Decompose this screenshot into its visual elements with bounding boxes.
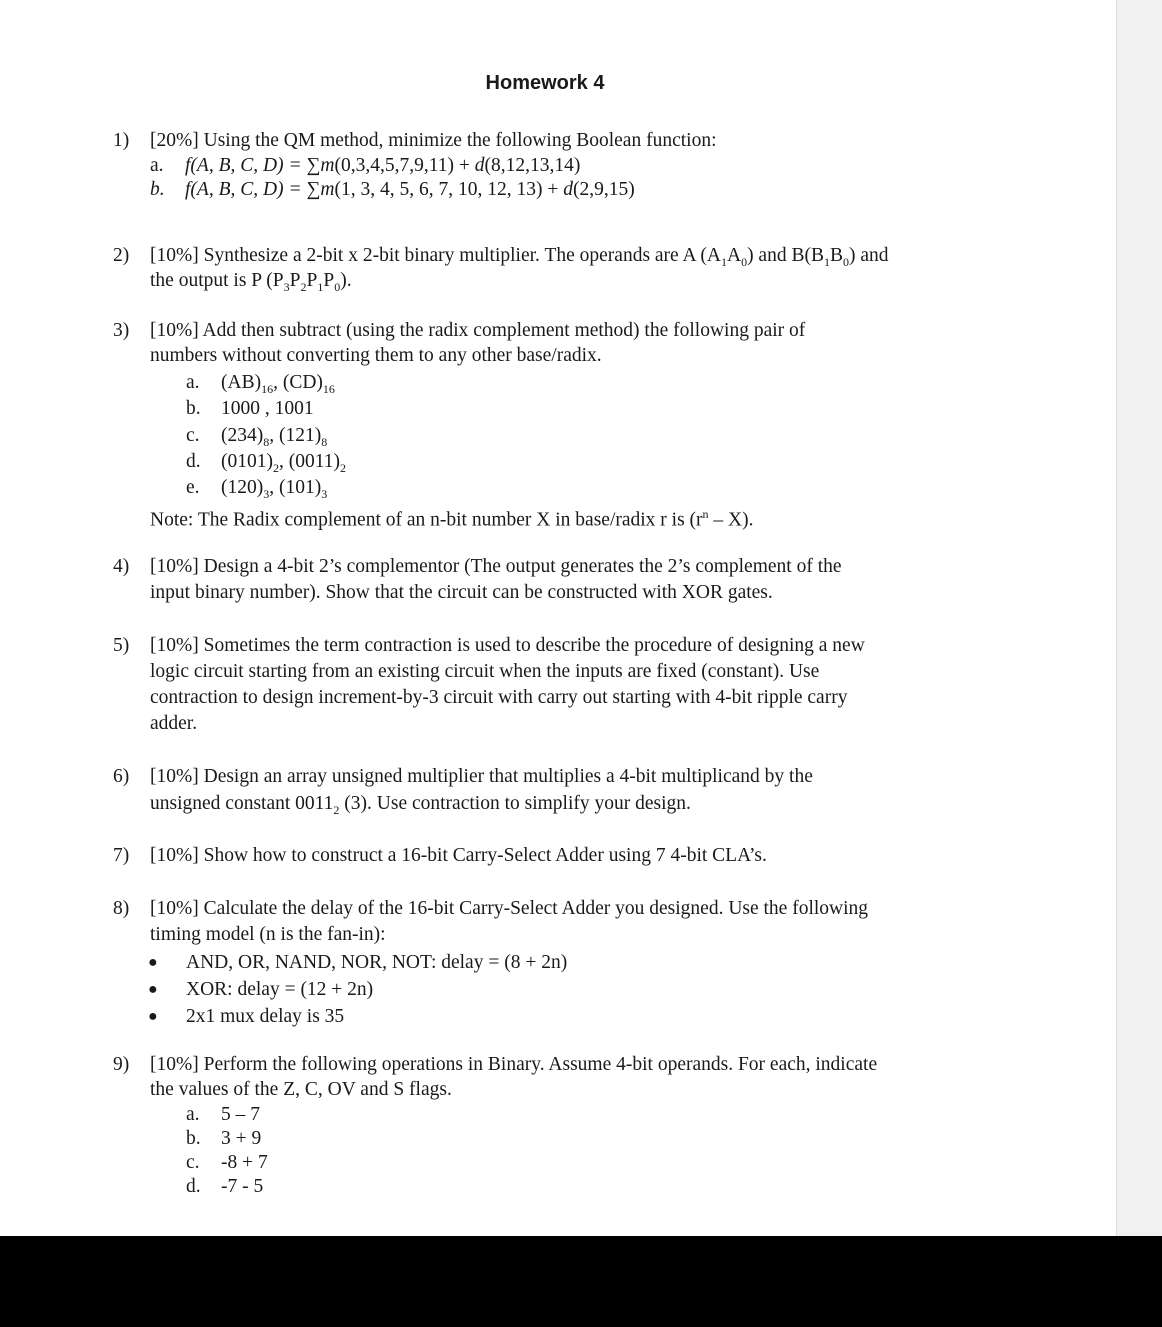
q1-b-d: d: [563, 179, 573, 200]
q3-a-sep: ,: [273, 372, 283, 393]
q3-c-label: c.: [186, 425, 200, 446]
q1-a-dontcares: (8,12,13,14): [484, 155, 581, 176]
q6-line2-end: (3). Use contraction to simplify your design.: [339, 793, 691, 814]
q5-line1: [10%] Sometimes the term contraction is used to describe the procedure of designing a new: [150, 635, 865, 656]
q9-item-b: [186, 1126, 261, 1152]
q3-a-label: a.: [186, 372, 200, 393]
q2-sub-p2: 2: [300, 279, 307, 294]
q9-line2: the values of the Z, C, OV and S flags.: [150, 1079, 452, 1100]
q8-bullet-2: ●: [148, 981, 158, 998]
q1-b-label: b.: [150, 179, 165, 200]
q2-line1-mid: ) and B(B: [747, 245, 824, 266]
q9-item-d: [186, 1174, 263, 1200]
q1-a-label: a.: [150, 155, 164, 176]
q2-a0-letter: A: [726, 245, 742, 266]
q2-p1-letter: P: [306, 270, 318, 291]
q8-bullet-3: ●: [148, 1008, 158, 1025]
q3-e-base2: 3: [321, 486, 328, 501]
q9-b-label: b.: [186, 1128, 201, 1149]
q3-e-value2: (101): [279, 477, 322, 498]
q5-number: 5): [113, 635, 130, 656]
q3-line2: numbers without converting them to any other base/radix.: [150, 345, 602, 366]
q9-b-expr: 3 + 9: [221, 1128, 262, 1149]
q3-c-value1: (234): [221, 425, 264, 446]
q3-c-base2: 8: [321, 434, 328, 449]
q3-c-value2: (121): [279, 425, 322, 446]
q8-bullet-2-text: XOR: delay = (12 + 2n): [186, 979, 374, 1000]
q3-a-value2: (CD): [282, 372, 323, 393]
q7-line1: [10%] Show how to construct a 16-bit Carry-Select Adder using 7 4-bit CLA’s.: [150, 845, 767, 866]
q3-a-value1: (AB): [221, 372, 262, 393]
page-title: Homework 4: [485, 72, 605, 94]
q2-b0-letter: B: [829, 245, 843, 266]
q3-e-value1: (120): [221, 477, 264, 498]
bottom-black-bar: [0, 1236, 1162, 1327]
q1-b-sigma: ∑: [306, 179, 321, 200]
q1-a-minterms: (0,3,4,5,7,9,11) +: [334, 155, 475, 176]
q9-a-expr: 5 – 7: [221, 1104, 260, 1125]
q4-line2: input binary number). Show that the circuit can be constructed with XOR gates.: [150, 582, 773, 603]
q6-number: 6): [113, 766, 130, 787]
q8-line1: [10%] Calculate the delay of the 16-bit Carry-Select Adder you designed. Use the following: [150, 898, 869, 919]
q4-line1: [10%] Design a 4-bit 2’s complementor (The output generates the 2’s complement of the: [150, 556, 842, 577]
q6-line2-text: unsigned constant 0011: [150, 793, 334, 814]
q2-sub-p3: 3: [283, 279, 290, 294]
q9-line1: [10%] Perform the following operations in Binary. Assume 4-bit operands. For each, indicate: [150, 1054, 878, 1075]
q1-a-sigma: ∑: [306, 155, 321, 176]
q9-c-expr: -8 + 7: [221, 1152, 268, 1173]
q3-d-base2: 2: [340, 460, 347, 475]
q2-line2-text: the output is P (P: [150, 270, 284, 291]
q3-item-b: [186, 396, 314, 422]
q8-bullet-3-text: 2x1 mux delay is 35: [186, 1006, 345, 1027]
q1-a-m: m: [320, 155, 335, 176]
q2-line1-text: [10%] Synthesize a 2-bit x 2-bit binary multiplier. The operands are A (A: [150, 245, 721, 266]
q3-b-value1: 1000: [221, 398, 260, 419]
q3-note-text: Note: The Radix complement of an n-bit number X in base/radix r is (r: [150, 509, 703, 531]
q2-line2-end: ).: [340, 270, 352, 291]
q8-bullet-1-text: AND, OR, NAND, NOR, NOT: delay = (8 + 2n): [186, 952, 568, 973]
q3-note-exponent: n: [702, 507, 709, 521]
q2-number: 2): [113, 245, 130, 266]
q2-line2: [150, 268, 352, 300]
q4-number: 4): [113, 556, 130, 577]
q3-line1: [10%] Add then subtract (using the radix complement method) the following pair of: [150, 320, 806, 341]
q9-d-label: d.: [186, 1176, 201, 1197]
q9-d-expr: -7 - 5: [221, 1176, 264, 1197]
q1-b-minterms: (1, 3, 4, 5, 6, 7, 10, 12, 13) +: [334, 179, 564, 200]
q3-number: 3): [113, 320, 130, 341]
q3-a-base1: 16: [261, 381, 274, 396]
q3-b-sep: ,: [260, 398, 275, 419]
q2-sub-a0: 0: [741, 254, 748, 269]
q7-number: 7): [113, 845, 130, 866]
q8-line2: timing model (n is the fan-in):: [150, 924, 386, 945]
q8-number: 8): [113, 898, 130, 919]
q2-sub-p1: 1: [317, 279, 324, 294]
q9-item-c: [186, 1150, 268, 1176]
q2-sub-b1: 1: [823, 254, 830, 269]
q3-e-sep: ,: [269, 477, 279, 498]
q1-b-lhs: f(A, B, C, D) =: [185, 179, 302, 200]
q3-note-end: – X).: [708, 509, 754, 531]
q1-text: [20%] Using the QM method, minimize the following Boolean function:: [150, 130, 717, 151]
q3-note: [150, 501, 754, 534]
q9-item-a: [186, 1102, 260, 1128]
scrollbar-track[interactable]: [1116, 0, 1162, 1236]
q3-d-label: d.: [186, 451, 201, 472]
q8-bullet-1: ●: [148, 954, 158, 971]
q1-a-d: d: [474, 155, 485, 176]
q3-d-value2: (0011): [288, 451, 341, 472]
q2-sub-b0: 0: [842, 254, 849, 269]
q3-e-label: e.: [186, 477, 200, 498]
q6-line1: [10%] Design an array unsigned multiplier that multiplies a 4-bit multiplicand by the: [150, 766, 813, 787]
q1-b-dontcares: (2,9,15): [572, 179, 635, 200]
q9-c-label: c.: [186, 1152, 200, 1173]
q3-c-base1: 8: [263, 434, 270, 449]
q1-b-item: [150, 177, 635, 203]
q2-sub-p0: 0: [334, 279, 341, 294]
q2-sub-a1: 1: [720, 254, 727, 269]
q2-line1-end: ) and: [848, 245, 889, 266]
q1-number: 1): [113, 130, 130, 151]
q9-number: 9): [113, 1054, 130, 1075]
q3-d-value1: (0101): [221, 451, 273, 472]
q2-p0-letter: P: [323, 270, 335, 291]
q1-b-m: m: [320, 179, 335, 200]
q3-d-base1: 2: [273, 460, 279, 475]
q3-a-base2: 16: [322, 381, 335, 396]
q6-base-subscript: 2: [333, 802, 340, 817]
q1-a-item: [150, 153, 580, 179]
q3-d-sep: ,: [279, 451, 289, 472]
q5-line4: adder.: [150, 713, 198, 734]
q6-line2: [150, 791, 691, 823]
q3-e-base1: 3: [263, 486, 270, 501]
q5-line2: logic circuit starting from an existing circuit when the inputs are fixed (constant). Use: [150, 661, 820, 682]
q3-b-label: b.: [186, 398, 201, 419]
q1-a-lhs: f(A, B, C, D) =: [185, 155, 302, 176]
q2-p2-letter: P: [289, 270, 301, 291]
q9-a-label: a.: [186, 1104, 200, 1125]
q3-c-sep: ,: [269, 425, 279, 446]
q3-b-value2: 1001: [274, 398, 314, 419]
q5-line3: contraction to design increment-by-3 circuit with carry out starting with 4-bit ripple carry: [150, 687, 848, 708]
